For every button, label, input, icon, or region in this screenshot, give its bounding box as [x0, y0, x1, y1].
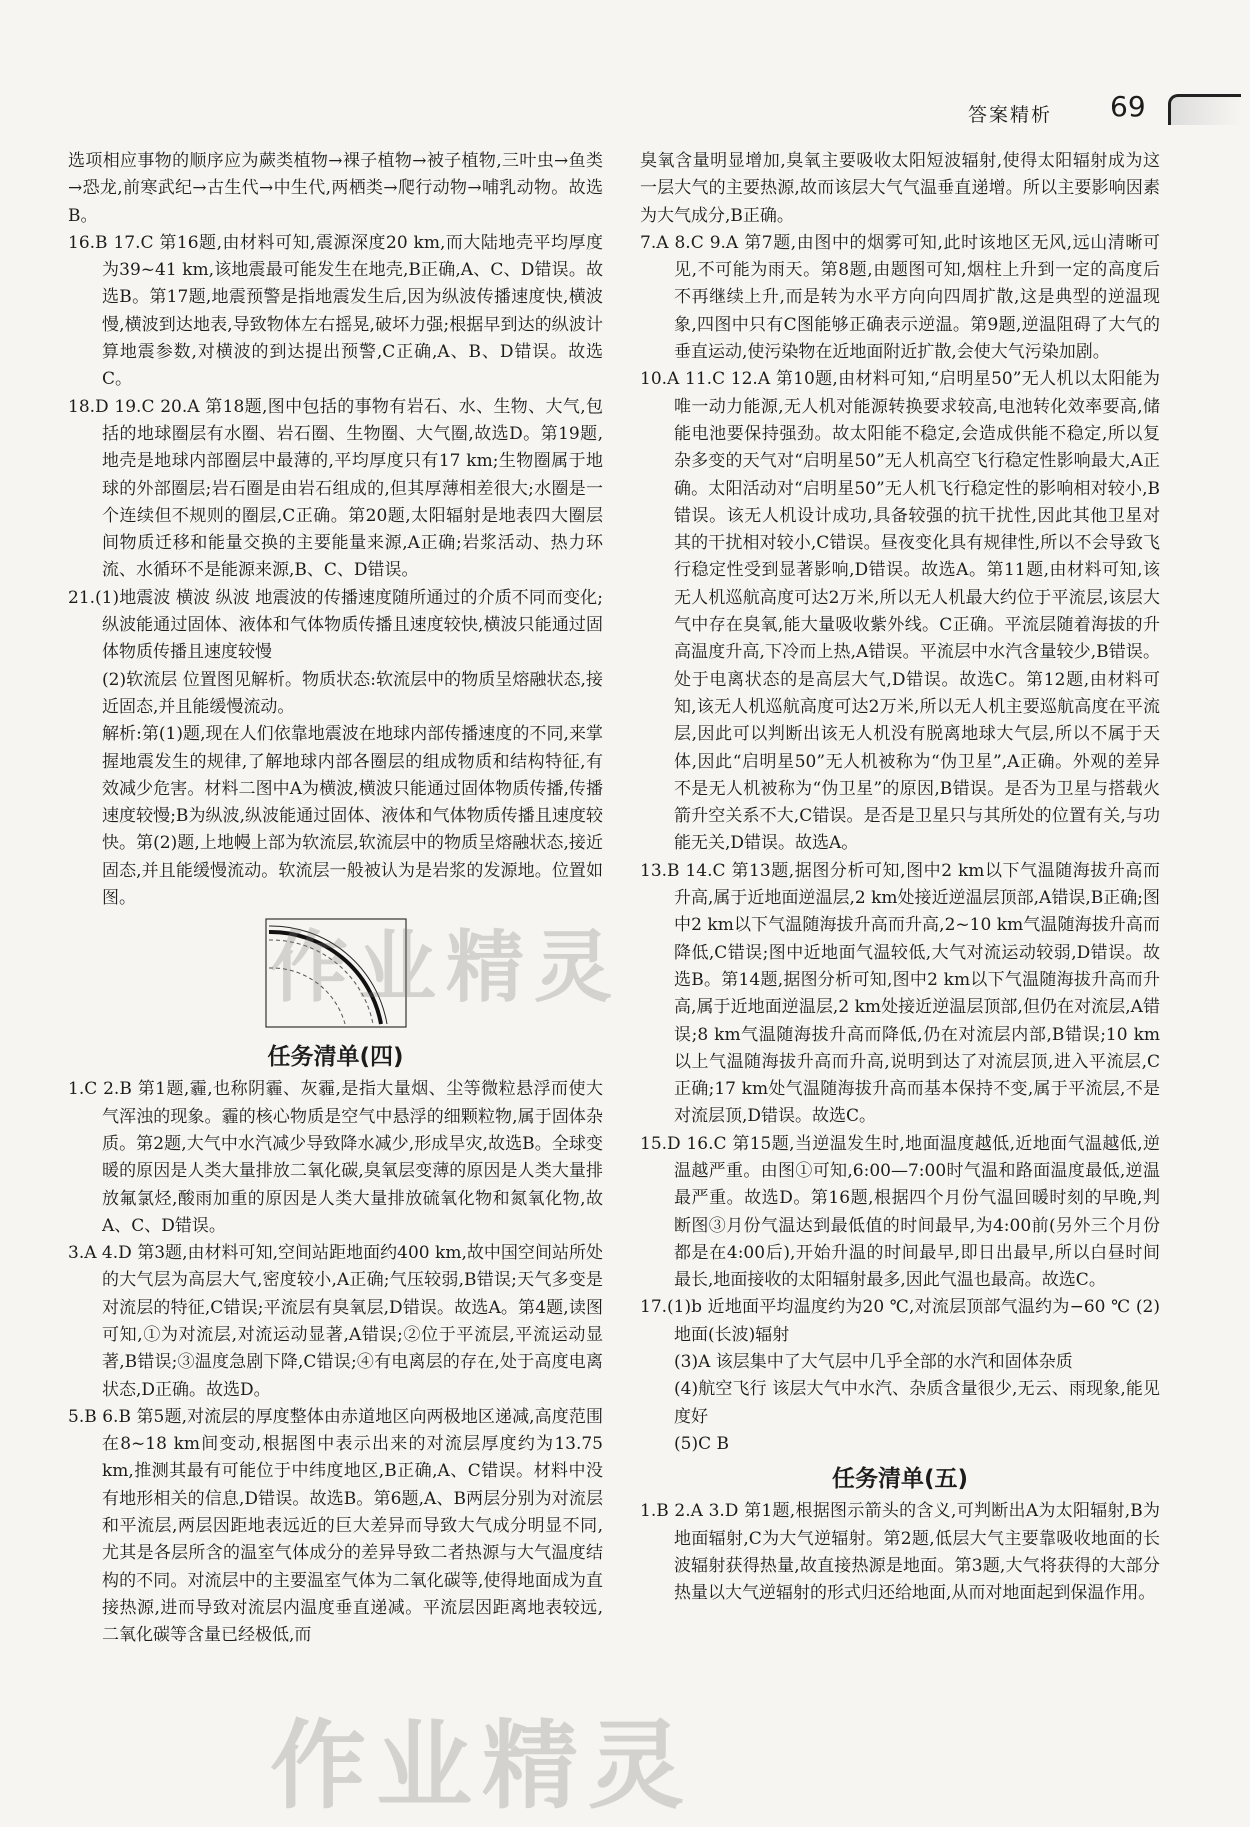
answer-21-part2: (2)软流层 位置图见解析。物质状态:软流层中的物质呈熔融状态,接近固态,并且能缓慢流动。	[102, 669, 603, 717]
answer-5-1-3: 1.B 2.A 3.D 第1题,根据图示箭头的含义,可判断出A为太阳辐射,B为地面辐射,C为大气逆辐射。第2题,低层大气主要靠吸收地面的长波辐射获得热量,故直接热源是地面。第3题,大气将获得的大部分热量以大气逆辐射的形式归还给地面,从而对地面起到保温作用。	[640, 1501, 1160, 1604]
page-header	[0, 88, 1250, 138]
answer-21-part1: 21.(1)地震波 横波 纵波 地震波的传播速度随所通过的介质不同而变化;纵波能通过固体、液体和气体物质传播且速度较快,横波只能通过固体物质传播且速度较慢	[68, 587, 603, 663]
answer-17-part4: (4)航空飞行 该层大气中水汽、杂质含量很少,无云、雨现象,能见度好	[674, 1379, 1160, 1427]
answer-continuation: 选项相应事物的顺序应为蕨类植物→裸子植物→被子植物,三叶虫→鱼类→恐龙,前寒武纪→古生代→中生代,两栖类→爬行动物→哺乳动物。故选B。	[68, 151, 603, 226]
section-title-5: 任务清单(五)	[831, 1466, 969, 1493]
page-number: 69	[1110, 90, 1146, 123]
answer-17-part1: 17.(1)b 近地面平均温度约为20 ℃,对流层顶部气温约为−60 ℃ (2)地面(长波)辐射	[640, 1297, 1160, 1345]
watermark-middle: 作业精灵	[270, 923, 623, 1013]
asthenosphere-position-figure	[261, 916, 411, 1031]
answer-16-17: 16.B 17.C 第16题,由材料可知,震源深度20 km,而大陆地壳平均厚度为39~41 km,该地震最可能发生在地壳,B正确,A、C、D错误。故选B。第17题,地震预警是指地震发生后,因为纵波传播速度快,横波慢,横波到达地表,导致物体左右摇晃,破坏力强;根据早到达的纵波计算地震参数,对横波的到达提出预警,C正确,A、B、D错误。故选C。	[68, 232, 603, 390]
answer-13-14: 13.B 14.C 第13题,据图分析可知,图中2 km以下气温随海拔升高而升高,属于近地面逆温层,2 km处接近逆温层顶部,A错误,B正确;图中2 km以下气温随海拔升高而升高,2~10 km气温随海拔升高而降低,C错误;图中近地面气温较低,大气对流运动较弱,D错误。故选B。第14题,据图分析可知,图中2 km以下气温随海拔升高而升高,属于近地面逆温层,2 km处接近逆温层顶部,但仍在对流层,A错误;8 km气温随海拔升高而降低,仍在对流层内部,B错误;10 km以上气温随海拔升高而升高,说明到达了对流层顶,进入平流层,C正确;17 km处气温随海拔升高而基本保持不变,属于平流层,不是对流层顶,D错误。故选C。	[640, 860, 1160, 1127]
answer-4-3-4: 3.A 4.D 第3题,由材料可知,空间站距地面约400 km,故中国空间站所处的大气层为高层大气,密度较小,A正确;气压较弱,B错误;天气多变是对流层的特征,C错误;平流层有臭氧层,D错误。故选A。第4题,读图可知,①为对流层,对流运动显著,A错误;②位于平流层,平流运动显著,B错误;③温度急剧下降,C错误;④有电离层的存在,处于高度电离状态,D正确。故选D。	[68, 1243, 603, 1400]
answer-15-16: 15.D 16.C 第15题,当逆温发生时,地面温度越低,近地面气温越低,逆温越严重。由图①可知,6:00—7:00时气温和路面温度最低,逆温最严重。故选D。第16题,根据四个月份气温回暖时刻的早晚,判断图③月份气温达到最低值的时间最早,为4:00前(另外三个月份都是在4:00后),开始升温的时间最早,即日出最早,所以白昼时间最长,地面接收的太阳辐射最多,因此气温也最高。故选C。	[640, 1133, 1160, 1291]
earth-layer-diagram	[68, 916, 603, 1036]
answer-21-analysis: 解析:第(1)题,现在人们依靠地震波在地球内部传播速度的不同,来掌握地震发生的规律,了解地球内部各圈层的组成物质和结构特征,有效减少危害。材料二图中A为横波,横波只能通过固体物质传播,传播速度较慢;B为纵波,纵波能通过固体、液体和气体物质传播且速度较快。第(2)题,上地幔上部为软流层,软流层中的物质呈熔融状态,接近固态,并且能缓慢流动。软流层一般被认为是岩浆的发源地。位置如图。	[102, 724, 603, 909]
answer-17-part5: (5)C B	[674, 1433, 729, 1454]
header-tab-decoration	[1168, 94, 1241, 125]
answer-6-continuation: 臭氧含量明显增加,臭氧主要吸收太阳短波辐射,使得太阳辐射成为这一层大气的主要热源,故而该层大气气温垂直递增。所以主要影响因素为大气成分,B正确。	[640, 151, 1160, 226]
answer-7-9: 7.A 8.C 9.A 第7题,由图中的烟雾可知,此时该地区无风,远山清晰可见,不可能为雨天。第8题,由题图可知,烟柱上升到一定的高度后不再继续上升,而是转为水平方向向四周扩散,这是典型的逆温现象,四图中只有C图能够正确表示逆温。第9题,逆温阻碍了大气的垂直运动,使污染物在近地面附近扩散,会使大气污染加剧。	[640, 232, 1160, 363]
answer-4-5-6: 5.B 6.B 第5题,对流层的厚度整体由赤道地区向两极地区递减,高度范围在8~18 km间变动,根据图中表示出来的对流层厚度约为13.75 km,推测其最有可能位于中纬度地区,B正确,A、C错误。材料中没有地形相关的信息,D错误。故选B。第6题,A、B两层分别为对流层和平流层,两层因距地表远近的巨大差异而导致大气成分明显不同,尤其是各层所含的温室气体成分的差异导致二者热源与大气温度结构的不同。对流层中的主要温室气体为二氧化碳等,使得地面成为直接热源,进而导致对流层内温度垂直递减。平流层因距离地表较远,二氧化碳等含量已经极低,而	[68, 1406, 603, 1646]
answer-18-20: 18.D 19.C 20.A 第18题,图中包括的事物有岩石、水、生物、大气,包括的地球圈层有水圈、岩石圈、生物圈、大气圈,故选D。第19题,地壳是地球内部圈层中最薄的,平均厚度只有17 km;生物圈属于地球的外部圈层;岩石圈是由岩石组成的,但其厚薄相差很大;水圈是一个连续但不规则的圈层,C正确。第20题,太阳辐射是地表四大圈层间物质迁移和能量交换的主要能量来源,A正确;岩浆活动、热力环流、水循环不是能源来源,B、C、D错误。	[68, 396, 603, 581]
left-column	[68, 148, 603, 1650]
right-column	[640, 148, 1160, 1607]
section-title-4: 任务清单(四)	[267, 1044, 404, 1071]
watermark-bottom: 作业精灵	[270, 1710, 694, 1822]
header-label: 答案精析	[968, 104, 1053, 126]
answer-17-part3: (3)A 该层集中了大气层中几乎全部的水汽和固体杂质	[674, 1352, 1073, 1373]
answer-10-12: 10.A 11.C 12.A 第10题,由材料可知,“启明星50”无人机以太阳能为唯一动力能源,无人机对能源转换要求较高,电池转化效率要高,储能电池要保持强劲。故太阳能不稳定,会造成供能不稳定,所以复杂多变的天气对“启明星50”无人机高空飞行稳定性影响最大,A正确。太阳活动对“启明星50”无人机飞行稳定性的影响相对较小,B错误。该无人机设计成功,具备较强的抗干扰性,因此其他卫星对其的干扰相对较小,C错误。昼夜变化具有规律性,所以不会导致飞行稳定性受到显著影响,D错误。故选A。第11题,由材料可知,该无人机巡航高度可达2万米,所以无人机最大约位于平流层,该层大气中存在臭氧,能大量吸收紫外线。C正确。平流层随着海拔的升高温度升高,下冷而上热,A错误。平流层中水汽含量较少,B错误。处于电离状态的是高层大气,D错误。故选C。第12题,由材料可知,该无人机巡航高度可达2万米,所以无人机主要巡航高度在平流层,因此可以判断出该无人机没有脱离地球大气层,所以不属于天体,因此“启明星50”无人机被称为“伪卫星”,A正确。外观的差异不是无人机被称为“伪卫星”的原因,B错误。是否为卫星与搭载火箭升空关系不大,C错误。是否是卫星只与其所处的位置有关,与功能无关,D错误。故选A。	[640, 369, 1160, 854]
answer-4-1-2: 1.C 2.B 第1题,霾,也称阴霾、灰霾,是指大量烟、尘等微粒悬浮而使大气浑浊的现象。霾的核心物质是空气中悬浮的细颗粒物,属于固体杂质。第2题,大气中水汽减少导致降水减少,形成旱灾,故选B。全球变暖的原因是人类大量排放二氧化碳,臭氧层变薄的原因是人类大量排放氟氯烃,酸雨加重的原因是人类大量排放硫氧化物和氮氧化物,故A、C、D错误。	[68, 1079, 603, 1236]
